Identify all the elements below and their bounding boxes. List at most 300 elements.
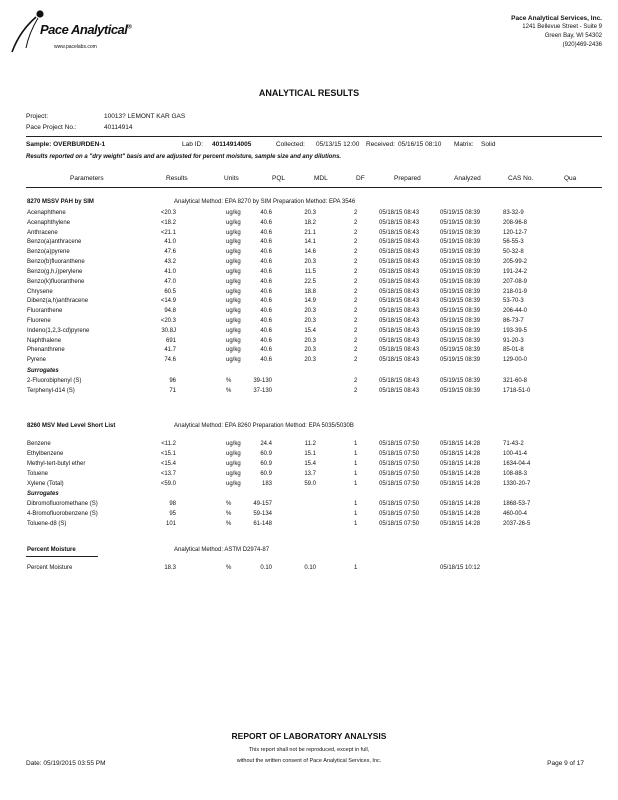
cell-analyzed: 05/19/15 08:39: [440, 298, 481, 304]
cell-parameter: Anthracene: [27, 230, 58, 236]
table-row: [0, 461, 618, 471]
cell-cas-no: 108-88-3: [503, 471, 528, 477]
cell-cas-no: 218-01-9: [503, 289, 528, 295]
table-row: [0, 249, 618, 259]
cell-result: 101: [165, 521, 176, 527]
cell-df: 1: [354, 481, 358, 487]
cell-units: ug/kg: [226, 298, 241, 304]
cell-parameter: Methyl-tert-butyl ether: [27, 461, 86, 467]
cell-units: ug/kg: [226, 220, 241, 226]
table-row: [0, 318, 618, 328]
cell-pql: 40.6: [260, 259, 272, 265]
cell-prepared: 05/18/15 07:50: [379, 461, 420, 467]
cell-pql: 40.6: [260, 347, 272, 353]
cell-analyzed: 05/19/15 08:39: [440, 279, 481, 285]
table-row: [0, 298, 618, 308]
table-row: [0, 347, 618, 357]
cell-df: 2: [354, 230, 358, 236]
cell-units: ug/kg: [226, 259, 241, 265]
cell-prepared: 05/18/15 08:43: [379, 289, 420, 295]
cell-parameter: 4-Bromofluorobenzene (S): [27, 511, 98, 517]
cell-pql: 40.6: [260, 249, 272, 255]
cell-result: 43.2: [164, 259, 176, 265]
surrogates-header: [0, 491, 618, 501]
cell-parameter: Phenanthrene: [27, 347, 65, 353]
cell-parameter: Dibromofluoromethane (S): [27, 501, 98, 507]
cell-cas-no: 1718-51-0: [503, 388, 531, 394]
cell-analyzed: 05/18/15 14:28: [440, 441, 481, 447]
header-pql: PQL: [272, 175, 286, 182]
footer-page: Page 9 of 17: [547, 760, 584, 767]
company-website: www.pacelabs.com: [54, 44, 97, 50]
cell-prepared: 05/18/15 08:43: [379, 230, 420, 236]
cell-result: 41.0: [164, 239, 176, 245]
cell-cas-no: 56-55-3: [503, 239, 524, 245]
cell-prepared: 05/18/15 08:43: [379, 220, 420, 226]
cell-df: 1: [354, 451, 358, 457]
pace-project-value: 40114914: [104, 124, 133, 131]
cell-cas-no: 207-08-9: [503, 279, 528, 285]
cell-units: %: [226, 521, 232, 527]
cell-df: 2: [354, 269, 358, 275]
pace-project-label: Pace Project No.:: [26, 124, 77, 131]
cell-parameter: Xylene (Total): [27, 481, 64, 487]
cell-result: 41.7: [164, 347, 176, 353]
cell-result: <11.2: [161, 441, 176, 447]
cell-mdl: 14.1: [304, 239, 316, 245]
surrogates-header: [0, 368, 618, 378]
cell-parameter: Acenaphthylene: [27, 220, 71, 226]
cell-pql: 0.10: [260, 565, 272, 571]
cell-cas-no: 86-73-7: [503, 318, 524, 324]
cell-parameter: Ethylbenzene: [27, 451, 64, 457]
cell-cas-no: 71-43-2: [503, 441, 524, 447]
cell-units: ug/kg: [226, 210, 241, 216]
cell-pql: 61-148: [253, 521, 272, 527]
cell-analyzed: 05/19/15 08:39: [440, 338, 481, 344]
cell-units: ug/kg: [226, 471, 241, 477]
cell-result: <20.3: [160, 210, 176, 216]
table-row: [0, 451, 618, 461]
cell-mdl: 11.5: [304, 269, 316, 275]
cell-cas-no: 53-70-3: [503, 298, 524, 304]
cell-prepared: 05/18/15 08:43: [379, 239, 420, 245]
cell-units: ug/kg: [226, 289, 241, 295]
cell-parameter: Benzo(a)anthracene: [27, 239, 82, 245]
cell-df: 2: [354, 239, 358, 245]
cell-mdl: 59.0: [304, 481, 316, 487]
cell-prepared: 05/18/15 07:50: [379, 501, 420, 507]
cell-prepared: 05/18/15 08:43: [379, 318, 420, 324]
cell-prepared: 05/18/15 08:43: [379, 388, 420, 394]
cell-analyzed: 05/18/15 14:28: [440, 461, 481, 467]
cell-result: 96: [169, 378, 176, 384]
cell-analyzed: 05/19/15 08:39: [440, 328, 481, 334]
cell-units: ug/kg: [226, 461, 241, 467]
cell-result: <18.2: [160, 220, 176, 226]
cell-parameter: Dibenz(a,h)anthracene: [27, 298, 89, 304]
cell-mdl: 20.3: [304, 357, 316, 363]
table-row: [0, 210, 618, 220]
table-row: [0, 279, 618, 289]
cell-cas-no: 2037-26-5: [503, 521, 531, 527]
cell-mdl: 22.5: [304, 279, 316, 285]
table-row: [0, 269, 618, 279]
header-analyzed: Analyzed: [454, 175, 481, 182]
cell-cas-no: 50-32-8: [503, 249, 524, 255]
cell-df: 1: [354, 565, 358, 571]
cell-mdl: 20.3: [304, 308, 316, 314]
divider: [26, 136, 602, 137]
cell-parameter: Indeno(1,2,3-cd)pyrene: [27, 328, 90, 334]
cell-prepared: 05/18/15 08:43: [379, 210, 420, 216]
cell-cas-no: 83-32-9: [503, 210, 524, 216]
cell-pql: 40.6: [260, 289, 272, 295]
cell-units: ug/kg: [226, 481, 241, 487]
cell-analyzed: 05/18/15 14:28: [440, 501, 481, 507]
cell-prepared: 05/18/15 08:43: [379, 279, 420, 285]
cell-pql: 37-130: [253, 388, 272, 394]
cell-parameter: Percent Moisture: [27, 565, 73, 571]
cell-df: 2: [354, 279, 358, 285]
cell-parameter: Acenaphthene: [27, 210, 66, 216]
cell-df: 2: [354, 347, 358, 353]
surrogate-row: [0, 388, 618, 398]
cell-parameter: 2-Fluorobiphenyl (S): [27, 378, 82, 384]
table-row: [0, 357, 618, 367]
cell-result: <15.4: [160, 461, 176, 467]
surrogate-row: [0, 511, 618, 521]
cell-analyzed: 05/19/15 08:39: [440, 259, 481, 265]
cell-pql: 40.6: [260, 269, 272, 275]
cell-pql: 40.6: [260, 298, 272, 304]
section-header: [0, 199, 618, 209]
section-title: Percent Moisture: [27, 547, 76, 553]
cell-cas-no: 206-44-0: [503, 308, 528, 314]
footer-date: Date: 05/19/2015 03:55 PM: [26, 760, 106, 767]
cell-df: 2: [354, 318, 358, 324]
cell-parameter: Benzo(a)pyrene: [27, 249, 70, 255]
cell-df: 2: [354, 289, 358, 295]
cell-analyzed: 05/18/15 14:28: [440, 481, 481, 487]
cell-pql: 40.6: [260, 308, 272, 314]
cell-parameter: Fluorene: [27, 318, 51, 324]
header-results: Results: [166, 175, 188, 182]
cell-mdl: 14.9: [304, 298, 316, 304]
cell-parameter: Benzo(g,h,i)perylene: [27, 269, 83, 275]
table-row: [0, 481, 618, 491]
cell-prepared: 05/18/15 08:43: [379, 269, 420, 275]
cell-df: 2: [354, 388, 358, 394]
cell-prepared: 05/18/15 08:43: [379, 338, 420, 344]
cell-cas-no: 1330-20-7: [503, 481, 531, 487]
cell-mdl: 11.2: [304, 441, 316, 447]
lab-address-block: [511, 14, 602, 50]
footer-line1: This report shall not be reproduced, except in full,: [248, 747, 370, 753]
cell-df: 2: [354, 220, 358, 226]
lab-address-line1: 1241 Bellevue Street - Suite 9: [522, 24, 602, 30]
project-label: Project:: [26, 113, 49, 120]
cell-analyzed: 05/18/15 14:28: [440, 521, 481, 527]
cell-mdl: 20.3: [304, 210, 316, 216]
cell-mdl: 15.4: [304, 328, 316, 334]
section-method: Analytical Method: EPA 8270 by SIM Preparation Method: EPA 3546: [174, 199, 356, 205]
cell-cas-no: 191-24-2: [503, 269, 528, 275]
footer-line2: without the written consent of Pace Analytical Services, Inc.: [236, 758, 382, 764]
cell-cas-no: 205-99-2: [503, 259, 528, 265]
page-title: ANALYTICAL RESULTS: [258, 88, 360, 98]
surrogate-row: [0, 501, 618, 511]
cell-prepared: 05/18/15 08:43: [379, 328, 420, 334]
cell-pql: 40.6: [260, 338, 272, 344]
cell-cas-no: 321-60-8: [503, 378, 528, 384]
project-value: 10013? LEMONT KAR GAS: [104, 113, 186, 120]
cell-df: 1: [354, 471, 358, 477]
cell-mdl: 21.1: [304, 230, 316, 236]
cell-units: ug/kg: [226, 451, 241, 457]
cell-cas-no: 100-41-4: [503, 451, 528, 457]
cell-pql: 40.6: [260, 357, 272, 363]
cell-result: 95: [169, 511, 176, 517]
surrogate-row: [0, 378, 618, 388]
cell-result: 30.8J: [161, 328, 176, 334]
table-row: [0, 259, 618, 269]
cell-pql: 24.4: [260, 441, 272, 447]
cell-result: <21.1: [160, 230, 176, 236]
cell-parameter: Chrysene: [27, 289, 53, 295]
results-note: Results reported on a "dry weight" basis and are adjusted for percent moisture, sample size and any dilutions.: [26, 154, 342, 160]
cell-result: 98: [169, 501, 176, 507]
cell-cas-no: 208-96-8: [503, 220, 528, 226]
header-df: DF: [356, 175, 365, 182]
cell-analyzed: 05/19/15 08:39: [440, 289, 481, 295]
cell-parameter: Naphthalene: [27, 338, 62, 344]
cell-prepared: 05/18/15 08:43: [379, 308, 420, 314]
cell-parameter: Toluene: [27, 471, 49, 477]
cell-units: ug/kg: [226, 318, 241, 324]
cell-result: 18.3: [164, 565, 176, 571]
cell-df: 1: [354, 441, 358, 447]
cell-pql: 183: [261, 481, 272, 487]
cell-prepared: 05/18/15 08:43: [379, 249, 420, 255]
header-mdl: MDL: [314, 175, 328, 182]
section-underline: [26, 556, 98, 557]
cell-prepared: 05/18/15 08:43: [379, 259, 420, 265]
cell-analyzed: 05/19/15 08:39: [440, 249, 481, 255]
cell-result: <14.9: [160, 298, 176, 304]
cell-pql: 60.9: [260, 471, 272, 477]
cell-pql: 59-134: [253, 511, 272, 517]
cell-pql: 40.6: [260, 328, 272, 334]
cell-parameter: Fluoranthene: [27, 308, 63, 314]
cell-pql: 49-157: [253, 501, 272, 507]
cell-cas-no: 1868-53-7: [503, 501, 531, 507]
cell-result: <59.0: [160, 481, 176, 487]
table-row: [0, 441, 618, 451]
cell-df: 2: [354, 249, 358, 255]
table-row: [0, 471, 618, 481]
cell-result: 94.8: [164, 308, 176, 314]
cell-units: ug/kg: [226, 357, 241, 363]
cell-analyzed: 05/19/15 08:39: [440, 308, 481, 314]
cell-result: <15.1: [160, 451, 176, 457]
cell-units: ug/kg: [226, 230, 241, 236]
table-row: [0, 308, 618, 318]
cell-mdl: 20.3: [304, 338, 316, 344]
cell-analyzed: 05/19/15 08:39: [440, 230, 481, 236]
lab-address-line2: Green Bay, WI 54302: [544, 33, 602, 39]
cell-units: ug/kg: [226, 279, 241, 285]
cell-pql: 39-130: [253, 378, 272, 384]
cell-cas-no: 85-01-8: [503, 347, 524, 353]
cell-analyzed: 05/19/15 08:39: [440, 318, 481, 324]
cell-df: 2: [354, 259, 358, 265]
cell-pql: 40.6: [260, 220, 272, 226]
cell-cas-no: 120-12-7: [503, 230, 528, 236]
cell-units: ug/kg: [226, 338, 241, 344]
header-qual: Qua: [564, 175, 577, 182]
cell-result: <20.3: [160, 318, 176, 324]
cell-units: ug/kg: [226, 308, 241, 314]
cell-mdl: 14.6: [304, 249, 316, 255]
cell-analyzed: 05/18/15 10:12: [440, 565, 481, 571]
surrogates-label: Surrogates: [27, 368, 59, 374]
cell-cas-no: 91-20-3: [503, 338, 524, 344]
cell-prepared: 05/18/15 07:50: [379, 471, 420, 477]
lab-name: Pace Analytical Services, Inc.: [511, 15, 602, 22]
cell-parameter: Pyrene: [27, 357, 47, 363]
sample-info-line: Sample: OVERBURDEN-1 Lab ID: 40114914005 Collected: 05/13/15 12:00 Received: 05/16/15 08:10 Matrix: Solid: [26, 141, 496, 148]
cell-df: 1: [354, 461, 358, 467]
lab-phone: (920)469-2436: [562, 42, 602, 48]
cell-result: 47.0: [164, 279, 176, 285]
cell-analyzed: 05/18/15 14:28: [440, 451, 481, 457]
cell-parameter: Toluene-d8 (S): [27, 521, 67, 527]
cell-df: 2: [354, 328, 358, 334]
company-logo-text: Pace Analytical®: [40, 22, 132, 37]
cell-prepared: 05/18/15 07:50: [379, 441, 420, 447]
cell-units: %: [226, 501, 232, 507]
cell-mdl: 18.2: [304, 220, 316, 226]
cell-df: 1: [354, 511, 358, 517]
cell-mdl: 0.10: [304, 565, 316, 571]
cell-result: 71: [169, 388, 176, 394]
cell-df: 2: [354, 298, 358, 304]
cell-analyzed: 05/18/15 14:28: [440, 471, 481, 477]
surrogates-label: Surrogates: [27, 491, 59, 497]
cell-analyzed: 05/19/15 08:39: [440, 239, 481, 245]
surrogate-row: [0, 521, 618, 531]
section-method: Analytical Method: EPA 8260 Preparation Method: EPA 5035/5030B: [174, 423, 354, 429]
section-title: 8270 MSSV PAH by SIM: [27, 199, 94, 205]
cell-units: ug/kg: [226, 347, 241, 353]
cell-analyzed: 05/19/15 08:39: [440, 269, 481, 275]
cell-prepared: 05/18/15 08:43: [379, 298, 420, 304]
cell-result: 691: [165, 338, 176, 344]
cell-parameter: Benzo(k)fluoranthene: [27, 279, 85, 285]
cell-parameter: Benzene: [27, 441, 51, 447]
cell-pql: 60.9: [260, 461, 272, 467]
cell-pql: 40.6: [260, 239, 272, 245]
cell-df: 2: [354, 378, 358, 384]
cell-analyzed: 05/18/15 14:28: [440, 511, 481, 517]
cell-units: %: [226, 388, 232, 394]
table-row: [0, 565, 618, 575]
cell-prepared: 05/18/15 07:50: [379, 511, 420, 517]
cell-result: 60.5: [164, 289, 176, 295]
cell-pql: 40.6: [260, 318, 272, 324]
cell-result: 74.6: [164, 357, 176, 363]
table-row: [0, 220, 618, 230]
cell-mdl: 15.4: [304, 461, 316, 467]
cell-units: %: [226, 565, 232, 571]
cell-result: <13.7: [160, 471, 176, 477]
cell-df: 2: [354, 210, 358, 216]
cell-analyzed: 05/19/15 08:39: [440, 220, 481, 226]
cell-prepared: 05/18/15 07:50: [379, 521, 420, 527]
cell-df: 2: [354, 357, 358, 363]
cell-analyzed: 05/19/15 08:39: [440, 210, 481, 216]
cell-prepared: 05/18/15 08:43: [379, 357, 420, 363]
cell-cas-no: 193-39-5: [503, 328, 528, 334]
cell-analyzed: 05/19/15 08:39: [440, 388, 481, 394]
cell-units: %: [226, 511, 232, 517]
cell-prepared: 05/18/15 07:50: [379, 481, 420, 487]
cell-prepared: 05/18/15 08:43: [379, 347, 420, 353]
cell-analyzed: 05/19/15 08:39: [440, 357, 481, 363]
cell-mdl: 20.3: [304, 347, 316, 353]
section-method: Analytical Method: ASTM D2974-87: [174, 547, 270, 553]
cell-pql: 40.6: [260, 230, 272, 236]
table-row: [0, 328, 618, 338]
cell-mdl: 13.7: [304, 471, 316, 477]
cell-df: 1: [354, 521, 358, 527]
cell-analyzed: 05/19/15 08:39: [440, 347, 481, 353]
cell-units: ug/kg: [226, 328, 241, 334]
section-header: [0, 423, 618, 433]
header-units: Units: [224, 175, 239, 182]
cell-mdl: 20.3: [304, 318, 316, 324]
cell-parameter: Benzo(b)fluoranthene: [27, 259, 85, 265]
header-divider: [26, 187, 602, 188]
cell-units: ug/kg: [226, 249, 241, 255]
header-prepared: Prepared: [394, 175, 421, 182]
cell-analyzed: 05/19/15 08:39: [440, 378, 481, 384]
cell-units: %: [226, 378, 232, 384]
cell-df: 2: [354, 338, 358, 344]
cell-result: 47.6: [164, 249, 176, 255]
section-title: 8260 MSV Med Level Short List: [27, 423, 116, 429]
cell-df: 1: [354, 501, 358, 507]
cell-mdl: 18.8: [304, 289, 316, 295]
cell-prepared: 05/18/15 08:43: [379, 378, 420, 384]
cell-pql: 40.6: [260, 279, 272, 285]
header-cas: CAS No.: [508, 175, 534, 182]
cell-cas-no: 1634-04-4: [503, 461, 531, 467]
footer-title: REPORT OF LABORATORY ANALYSIS: [231, 731, 387, 741]
cell-mdl: 20.3: [304, 259, 316, 265]
header-parameters: Parameters: [70, 175, 104, 182]
cell-units: ug/kg: [226, 239, 241, 245]
cell-pql: 40.6: [260, 210, 272, 216]
cell-cas-no: 460-00-4: [503, 511, 528, 517]
cell-prepared: 05/18/15 07:50: [379, 451, 420, 457]
cell-parameter: Terphenyl-d14 (S): [27, 388, 75, 394]
cell-mdl: 15.1: [304, 451, 316, 457]
cell-df: 2: [354, 308, 358, 314]
cell-result: 41.0: [164, 269, 176, 275]
table-row: [0, 239, 618, 249]
